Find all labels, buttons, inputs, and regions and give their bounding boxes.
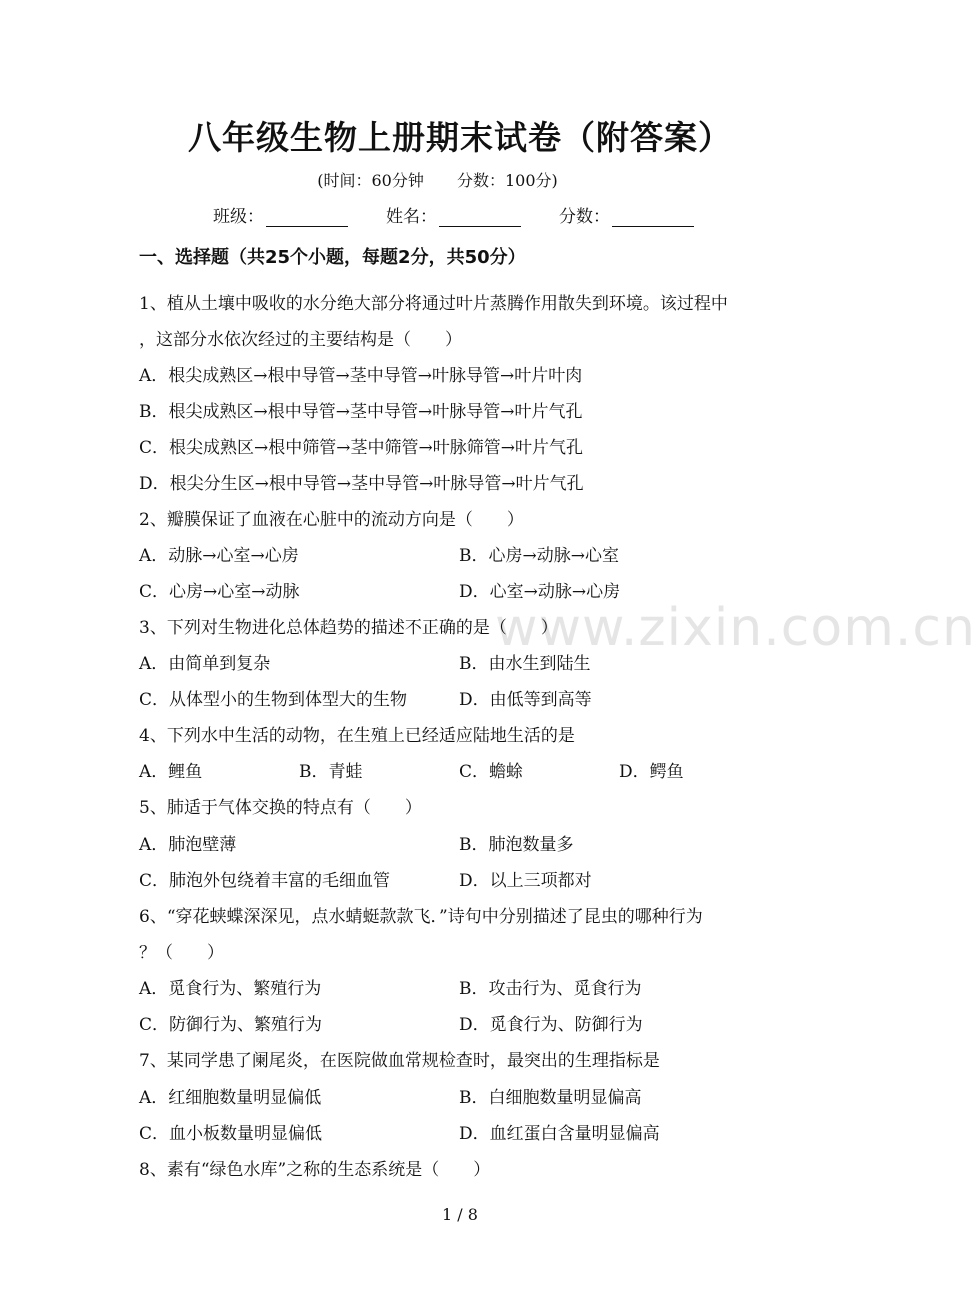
q6-options-row-1 bbox=[139, 974, 642, 999]
q2-option-d: D．心室→动脉→心房 bbox=[459, 582, 621, 602]
q7-option-d: D．血红蛋白含量明显偏高 bbox=[459, 1124, 660, 1144]
q4-option-c: C．蟾蜍 bbox=[459, 762, 524, 782]
q2-option-b: B．心房→动脉→心室 bbox=[459, 546, 619, 566]
q3-option-b: B．由水生到陆生 bbox=[459, 654, 591, 674]
q7-option-b: B．白细胞数量明显偏高 bbox=[459, 1088, 642, 1108]
q7-options-row-1 bbox=[139, 1083, 642, 1108]
q4-options-row bbox=[139, 757, 779, 782]
question-7: 7、某同学患了阑尾炎，在医院做血常规检查时，最突出的生理指标是 bbox=[139, 1051, 660, 1071]
q2-option-a: A．动脉→心室→心房 bbox=[139, 546, 299, 566]
question-2: 2、瓣膜保证了血液在心脏中的流动方向是（ ） bbox=[139, 510, 524, 530]
q7-options-row-2 bbox=[139, 1119, 660, 1144]
student-info bbox=[213, 202, 732, 227]
q1-option-a: A．根尖成熟区→根中导管→茎中导管→叶脉导管→叶片叶肉 bbox=[139, 366, 583, 386]
q3-option-a: A．由简单到复杂 bbox=[139, 654, 271, 674]
question-4: 4、下列水中生活的动物，在生殖上已经适应陆地生活的是 bbox=[139, 726, 575, 746]
q3-option-c: C．从体型小的生物到体型大的生物 bbox=[139, 690, 408, 710]
q1-option-b: B．根尖成熟区→根中导管→茎中导管→叶脉导管→叶片气孔 bbox=[139, 402, 583, 422]
score-field bbox=[559, 202, 694, 227]
q2-options-row-2 bbox=[139, 577, 621, 602]
q3-option-d: D．由低等到高等 bbox=[459, 690, 592, 710]
q4-option-b: B．青蛙 bbox=[299, 762, 363, 782]
exam-total-score: 分数：100分) bbox=[456, 171, 558, 190]
q6-option-c: C．防御行为、繁殖行为 bbox=[139, 1015, 323, 1035]
section-heading: 一、选择题（共25个小题，每题2分，共50分） bbox=[139, 247, 526, 268]
exam-meta bbox=[0, 168, 875, 191]
score-blank[interactable] bbox=[612, 208, 694, 227]
q4-option-a: A．鲤鱼 bbox=[139, 762, 203, 782]
question-8: 8、素有“绿色水库”之称的生态系统是（ ） bbox=[139, 1160, 491, 1180]
question-5: 5、肺适于气体交换的特点有（ ） bbox=[139, 798, 422, 818]
score-label: 分数： bbox=[559, 207, 610, 227]
name-field bbox=[386, 202, 521, 227]
watermark: www.zixin.com.cn bbox=[495, 598, 976, 658]
page-title: 八年级生物上册期末试卷（附答案） bbox=[188, 118, 732, 157]
q5-options-row-2 bbox=[139, 866, 592, 891]
exam-time: (时间：60分钟 bbox=[317, 171, 424, 190]
name-blank[interactable] bbox=[439, 208, 521, 227]
q5-option-c: C．肺泡外包绕着丰富的毛细血管 bbox=[139, 871, 391, 891]
q4-option-d: D．鳄鱼 bbox=[619, 762, 684, 782]
question-1-line-1: 1、植从土壤中吸收的水分绝大部分将通过叶片蒸腾作用散失到环境。该过程中 bbox=[139, 294, 728, 314]
q6-options-row-2 bbox=[139, 1010, 643, 1035]
q1-option-d: D．根尖分生区→根中导管→茎中导管→叶脉导管→叶片气孔 bbox=[139, 474, 584, 494]
q6-option-a: A．觅食行为、繁殖行为 bbox=[139, 979, 322, 999]
q6-option-b: B．攻击行为、觅食行为 bbox=[459, 979, 642, 999]
page-number: 1 / 8 bbox=[442, 1205, 478, 1224]
class-label: 班级： bbox=[213, 207, 264, 227]
q5-option-b: B．肺泡数量多 bbox=[459, 835, 574, 855]
q3-options-row-2 bbox=[139, 685, 592, 710]
question-1-line-2: ，这部分水依次经过的主要结构是（ ） bbox=[139, 330, 462, 350]
question-3: 3、下列对生物进化总体趋势的描述不正确的是（ ） bbox=[139, 618, 558, 638]
q6-option-d: D．觅食行为、防御行为 bbox=[459, 1015, 643, 1035]
question-6-line-2: ？（ ） bbox=[139, 943, 224, 963]
q5-option-a: A．肺泡壁薄 bbox=[139, 835, 237, 855]
name-label: 姓名： bbox=[386, 207, 437, 227]
class-blank[interactable] bbox=[266, 208, 348, 227]
q7-option-a: A．红细胞数量明显偏低 bbox=[139, 1088, 322, 1108]
class-field bbox=[213, 202, 348, 227]
q7-option-c: C．血小板数量明显偏低 bbox=[139, 1124, 323, 1144]
q1-option-c: C．根尖成熟区→根中筛管→茎中筛管→叶脉筛管→叶片气孔 bbox=[139, 438, 583, 458]
q5-option-d: D．以上三项都对 bbox=[459, 871, 592, 891]
q2-options-row-1 bbox=[139, 541, 619, 566]
question-6-line-1: 6、“穿花蛱蝶深深见，点水蜻蜓款款飞．”诗句中分别描述了昆虫的哪种行为 bbox=[139, 907, 703, 927]
q5-options-row-1 bbox=[139, 830, 574, 855]
q2-option-c: C．心房→心室→动脉 bbox=[139, 582, 300, 602]
q3-options-row-1 bbox=[139, 649, 591, 674]
